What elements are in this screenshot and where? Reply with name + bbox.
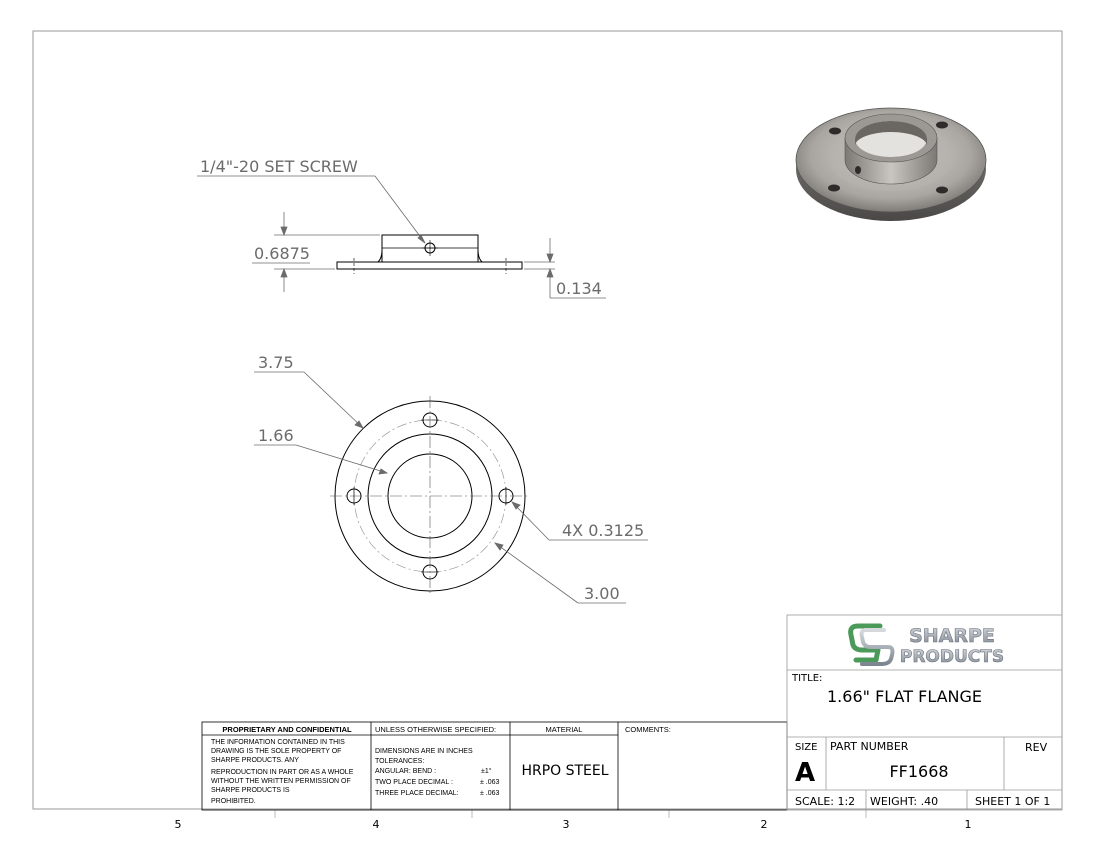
unless-specified-heading: UNLESS OTHERWISE SPECIFIED:	[375, 725, 497, 734]
tolerance-value: ± .063	[480, 779, 500, 786]
zone-label: 3	[562, 818, 570, 831]
holes-dimension: 4X 0.3125	[562, 521, 645, 540]
side-view	[337, 235, 522, 274]
part-number-label: PART NUMBER	[830, 740, 909, 753]
side-view-dimensions	[197, 176, 606, 298]
sheet-count-value: SHEET 1 OF 1	[975, 795, 1051, 808]
height-dimension: 0.6875	[254, 244, 310, 263]
zone-label: 2	[760, 818, 768, 831]
top-view-dimensions	[254, 372, 648, 603]
weight-value: WEIGHT: .40	[870, 795, 939, 808]
title-label: TITLE:	[792, 673, 823, 684]
tolerance-value: ±1°	[481, 768, 492, 775]
scale-value: SCALE: 1:2	[795, 795, 856, 808]
thickness-dimension: 0.134	[556, 279, 602, 298]
tolerance-line: TWO PLACE DECIMAL :	[375, 779, 453, 786]
proprietary-line: WITHOUT THE WRITTEN PERMISSION OF	[211, 778, 351, 785]
proprietary-line: SHARPE PRODUCTS. ANY	[211, 757, 299, 764]
side-view-base-plate	[337, 262, 522, 269]
zone-labels	[175, 809, 972, 831]
comments-heading: COMMENTS:	[625, 725, 671, 734]
tube-diameter-dimension: 1.66	[258, 426, 294, 445]
zone-label: 1	[964, 818, 972, 831]
isometric-render	[796, 108, 986, 221]
material-value: HRPO STEEL	[521, 763, 609, 779]
material-heading: MATERIAL	[545, 725, 583, 734]
proprietary-line: THE INFORMATION CONTAINED IN THIS	[211, 739, 345, 746]
tolerance-text	[375, 748, 500, 797]
proprietary-text	[211, 739, 354, 805]
proprietary-line: REPRODUCTION IN PART OR AS A WHOLE	[211, 769, 354, 776]
outer-diameter-dimension: 3.75	[258, 353, 294, 372]
zone-label: 4	[372, 818, 380, 831]
sheet-size-value: A	[795, 758, 816, 788]
sharpe-products-logo	[851, 625, 1004, 667]
proprietary-line: DRAWING IS THE SOLE PROPERTY OF	[211, 748, 342, 755]
proprietary-line: PROHIBITED.	[211, 798, 256, 805]
logo-text-sharpe: SHARPE	[909, 625, 995, 647]
drawing-title: 1.66" FLAT FLANGE	[827, 687, 983, 706]
tolerance-line: DIMENSIONS ARE IN INCHES	[375, 748, 473, 755]
zone-label: 5	[174, 818, 182, 831]
set-screw-callout: 1/4"-20 SET SCREW	[200, 157, 358, 176]
proprietary-line: SHARPE PRODUCTS IS	[211, 787, 290, 794]
tolerance-line: THREE PLACE DECIMAL:	[375, 790, 459, 797]
tolerance-value: ± .063	[480, 790, 500, 797]
bolt-circle-dimension: 3.00	[584, 584, 620, 603]
part-number-value: FF1668	[889, 762, 949, 781]
rev-label: REV	[1025, 741, 1048, 754]
logo-text-products: PRODUCTS	[899, 647, 1005, 667]
proprietary-heading: PROPRIETARY AND CONFIDENTIAL	[222, 725, 352, 734]
tolerance-line: TOLERANCES:	[375, 758, 425, 765]
tolerance-line: ANGULAR: BEND :	[375, 768, 437, 775]
size-label: SIZE	[795, 742, 818, 753]
